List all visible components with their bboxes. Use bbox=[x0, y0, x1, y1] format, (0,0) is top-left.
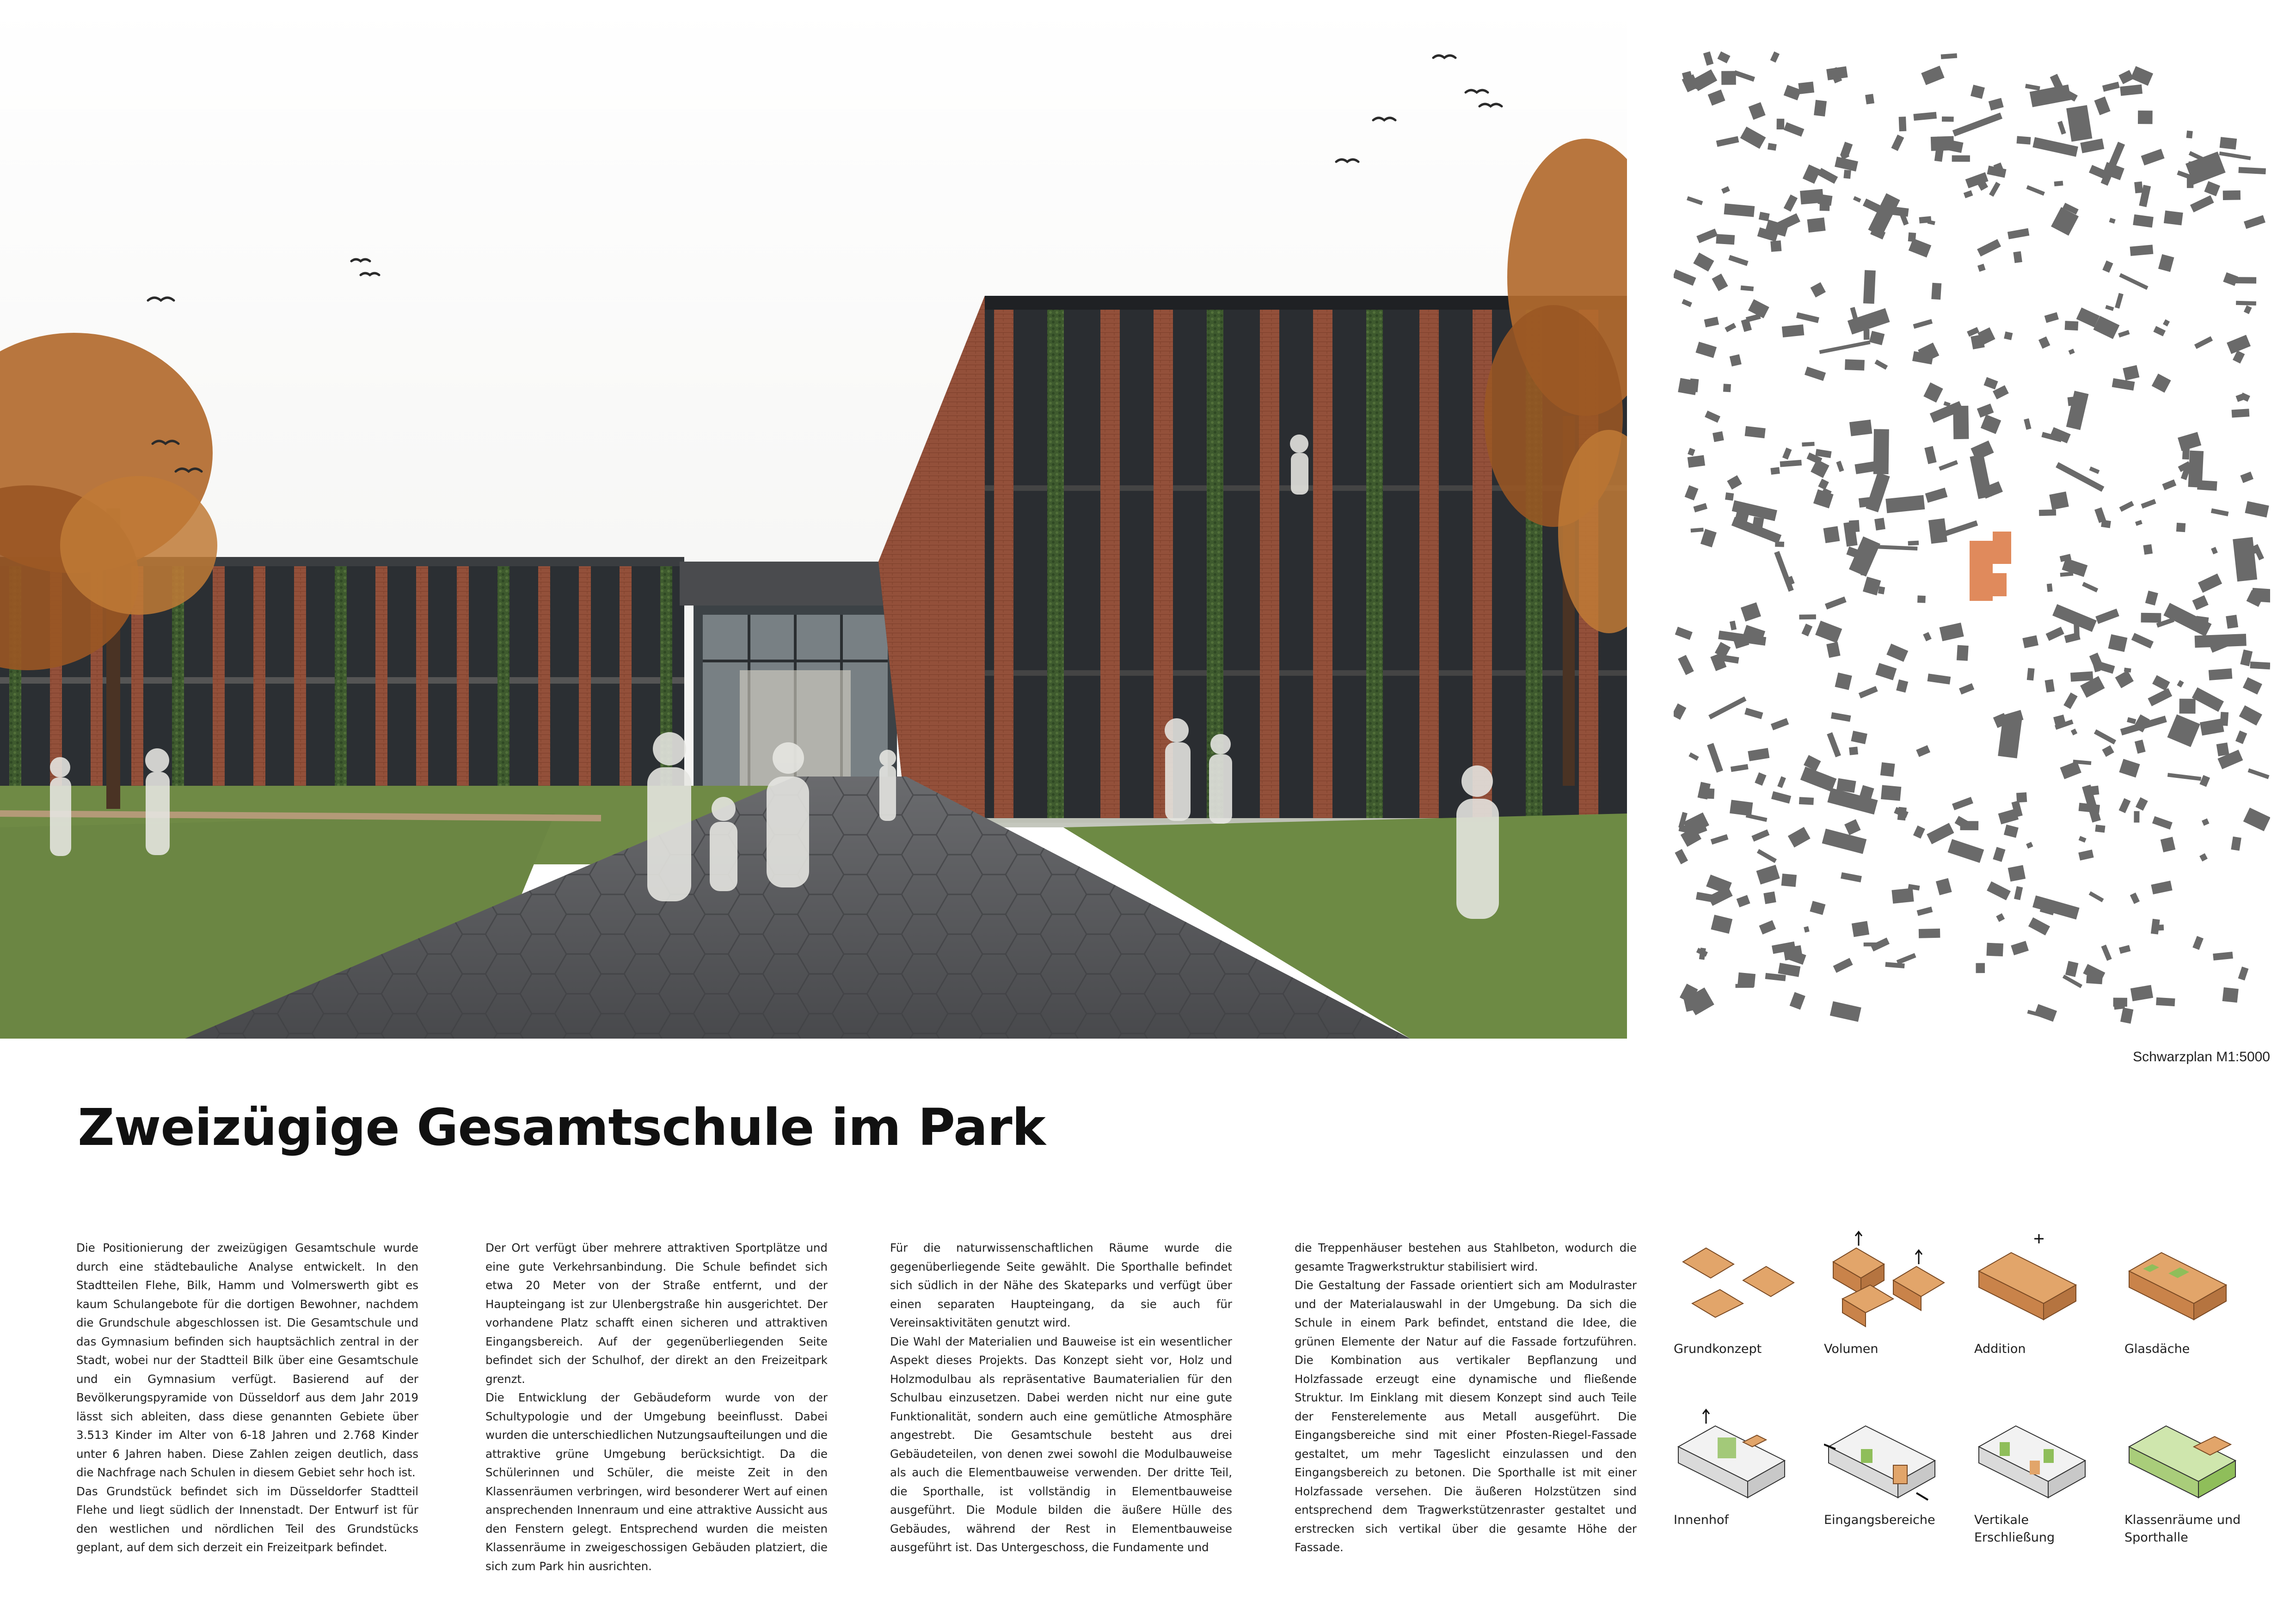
diagram-label: Eingangsbereiche bbox=[1824, 1513, 1935, 1527]
diagram-eingangsbereiche bbox=[1824, 1405, 1963, 1529]
courtyard-icon bbox=[1674, 1405, 1812, 1511]
diagram-innenhof bbox=[1674, 1405, 1812, 1529]
glass-roof-icon bbox=[2124, 1230, 2263, 1340]
diagram-label: Innenhof bbox=[1674, 1513, 1729, 1527]
joined-volumes-icon bbox=[1974, 1230, 2113, 1340]
entrances-icon bbox=[1824, 1405, 1963, 1511]
text-column-4: die Treppenhäuser bestehen aus Stahlbeton, wodurch die gesamte Tragwerkstruktur stabilisiert wird. Die Gestaltung der Fassade orientiert sich am Modulraster und der Materialauswahl in der Umgebung. Da sich die Schule in einem Park befindet, entstand die Idee, die grünen Elemente der Natur auf die Fassade fortzuführen. Die Kombination aus vertikaler Bepflanzung und Holzfassade erzeugt eine dynamische und fließende Struktur. Im Einklang mit diesem Konzept sind auch Teile der Fensterelemente aus Metall ausgeführt. Die Eingangsbereiche sind mit einer Pfosten-Riegel-Fassade gestaltet, um mehr Tageslicht einzulassen und den Eingangsbereich zu betonen. Die Sporthalle ist mit einer Holzfassade versehen. Die äußeren Holzstützen sind entsprechend dem Tragwerkstützenraster gestaltet und erstrecken sich vertikal über die gesamte Höhe der Fassade. bbox=[1295, 1241, 1637, 1554]
diagram-volumen bbox=[1824, 1230, 1963, 1358]
diagram-addition bbox=[1974, 1230, 2113, 1358]
diagram-label: Glasdäche bbox=[2124, 1342, 2190, 1356]
lawn-path bbox=[0, 814, 601, 818]
site-plan-caption: Schwarzplan M1:5000 bbox=[2133, 1049, 2270, 1064]
diagram-grundkonzept bbox=[1674, 1230, 1812, 1358]
diagram-klassenraeume-sporthalle bbox=[2124, 1405, 2263, 1547]
diagram-label: Vertikale Erschließung bbox=[1974, 1513, 2055, 1545]
classrooms-sports-hall-icon bbox=[2124, 1405, 2263, 1511]
text-column-2: Der Ort verfügt über mehrere attraktiven Sportplätze und eine gute Verkehrsanbindung. Die Schule befindet sich etwa 20 Meter von der Straße entfernt, und der Haupteingang ist zur Ulenbergstraße hin ausgerichtet. Der vorhandene Platz schafft einen sicheren und attraktiven Eingangsbereich. Auf der gegenüberliegenden Seite befindet sich der Schulhof, der direkt an den Freizeitpark grenzt. Die Entwicklung der Gebäudeform wurde von der Schultypologie und der Umgebung beeinflusst. Dabei wurden die unterschiedlichen Nutzungsaufteilungen und die attraktive grüne Umgebung berücksichtigt. Da die Schülerinnen und Schüler, die meiste Zeit in den Klassenräumen verbringen, wird besonderer Wert auf einen ansprechenden Innenraum und eine attraktive Aussicht aus den Fenstern gelegt. Entsprechend wurden die meisten Klassenräume in zweigeschossigen Gebäuden platziert, die sich zum Park hin ausrichten. bbox=[485, 1241, 828, 1573]
diagram-label: Klassenräume und Sporthalle bbox=[2124, 1513, 2241, 1545]
diagram-label: Addition bbox=[1974, 1342, 2026, 1356]
diagram-label: Grundkonzept bbox=[1674, 1342, 1762, 1356]
diagram-glasdaeche bbox=[2124, 1230, 2263, 1358]
diagram-label: Volumen bbox=[1824, 1342, 1879, 1356]
text-column-1: Die Positionierung der zweizügigen Gesamtschule wurde durch eine städtebauliche Analyse entwickelt. In den Stadtteilen Flehe, Bilk, Hamm und Volmerswerth gibt es kaum Schulangebote für die dortigen Bewohner, nachdem die Grundschule abgeschlossen ist. Die Gesamtschule und das Gymnasium befinden sich hauptsächlich zentral in der Stadt, wobei nur der Stadtteil Bilk über eine Gesamtschule und ein Gymnasium verfügt. Basierend auf der Bevölkerungspyramide von Düsseldorf aus dem Jahr 2019 lässt sich ableiten, dass diese genannten Gebiete über 3.513 Kinder im Alter von 6-18 Jahren und 2.768 Kinder unter 6 Jahren haben. Diese Zahlen zeigen deutlich, dass die Nachfrage nach Schulen in diesem Gebiet sehr hoch ist. Das Grundstück befindet sich im Düsseldorfer Stadtteil Flehe und liegt südlich der Innenstadt. Der Entwurf ist für den westlichen und nördlichen Teil des Grundstücks geplant, auf dem sich derzeit ein Freizeitpark befindet. bbox=[76, 1241, 418, 1554]
diagram-vertikale-erschliessung bbox=[1974, 1405, 2113, 1547]
page-title: Zweizügige Gesamtschule im Park bbox=[78, 1098, 1045, 1157]
site-highlight bbox=[1970, 532, 2011, 601]
extruded-volumes-icon bbox=[1824, 1230, 1963, 1340]
site-plan-map bbox=[1674, 51, 2270, 1026]
separate-volumes-icon bbox=[1674, 1230, 1812, 1340]
building-perspective-render bbox=[0, 0, 1627, 1039]
vertical-circulation-icon bbox=[1974, 1405, 2113, 1511]
text-column-3: Für die naturwissenschaftlichen Räume wurde die gegenüberliegende Seite gewählt. Die Sporthalle befindet sich südlich in der Nähe des Skateparks und verfügt über einen separaten Haupteingang, da sie auch für Vereinsaktivitäten genutzt wird. Die Wahl der Materialien und Bauweise ist ein wesentlicher Aspekt dieses Projekts. Das Konzept sieht vor, Holz und Holzmodulbau als repräsentative Baumaterialien für den Schulbau einzusetzen. Dabei werden nicht nur eine gute Funktionalität, sondern auch eine gemütliche Atmosphäre angestrebt. Die Gesamtschule besteht aus drei Gebäudeteilen, von denen zwei sowohl die Modulbauweise als auch die Elementbauweise verwenden. Der dritte Teil, die Sporthalle, ist vollständig in Elementbauweise ausgeführt. Die Module bilden die äußere Hülle des Gebäudes, während der Rest in Elementbauweise ausgeführt ist. Das Untergeschoss, die Fundamente und bbox=[890, 1241, 1232, 1554]
